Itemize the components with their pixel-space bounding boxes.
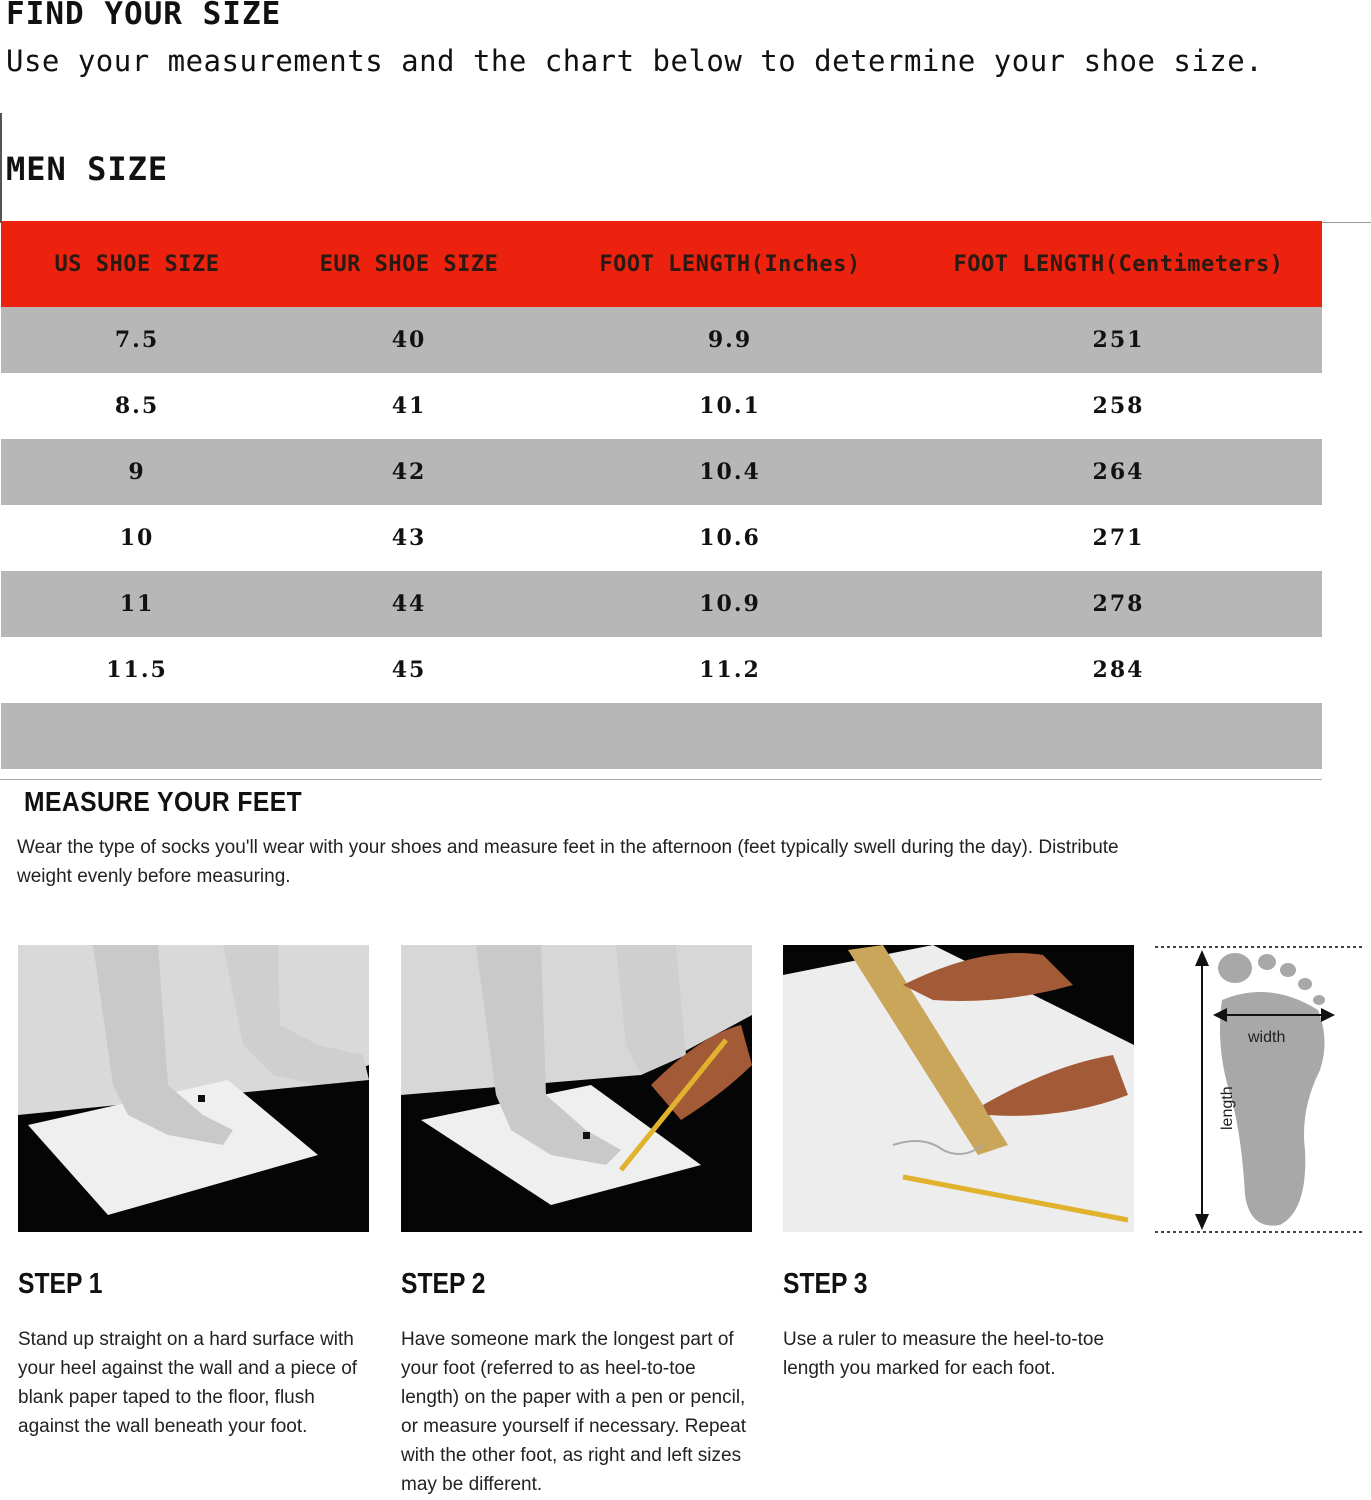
cell-length-inches (545, 703, 915, 769)
column-header-foot-length-inches: FOOT LENGTH(Inches) (545, 221, 915, 307)
page-subtitle: Use your measurements and the chart below to determine your shoe size. (6, 44, 1264, 78)
step-1-text: Stand up straight on a hard surface with your heel against the wall and a piece of blank paper taped to the floor, flush against the wall beneath your foot. (18, 1329, 358, 1437)
measure-description: Wear the type of socks you'll wear with your shoes and measure feet in the afternoon (feet typically swell during the day). Distribute weight evenly before measuring. (17, 837, 1119, 887)
column-header-eur-size: EUR SHOE SIZE (273, 221, 545, 307)
step-3-title: STEP 3 (783, 1268, 868, 1300)
column-header-us-size: US SHOE SIZE (1, 221, 273, 307)
cell-eur-size: 42 (273, 439, 545, 505)
table-header-row (1, 221, 1322, 307)
size-chart-table (1, 221, 1322, 769)
cell-length-cm: 271 (915, 505, 1322, 571)
table-row (1, 439, 1322, 505)
cell-eur-size: 40 (273, 307, 545, 373)
measure-title: MEASURE YOUR FEET (24, 786, 303, 817)
cell-length-cm: 258 (915, 373, 1322, 439)
cell-length-cm: 264 (915, 439, 1322, 505)
cell-us-size: 11 (1, 571, 273, 637)
step-2-photo (401, 945, 752, 1232)
cell-length-inches: 10.4 (545, 439, 915, 505)
cell-eur-size: 41 (273, 373, 545, 439)
cell-length-inches: 10.1 (545, 373, 915, 439)
step-1-title: STEP 1 (18, 1268, 103, 1300)
cell-length-cm: 278 (915, 571, 1322, 637)
length-label: length (1219, 1086, 1236, 1130)
step-3-text: Use a ruler to measure the heel-to-toe length you marked for each foot. (783, 1329, 1105, 1379)
cell-us-size (1, 703, 273, 769)
width-label: width (1248, 1029, 1286, 1046)
table-row-empty (1, 703, 1322, 769)
cell-us-size: 9 (1, 439, 273, 505)
cell-us-size: 10 (1, 505, 273, 571)
table-row (1, 307, 1322, 373)
cell-eur-size: 45 (273, 637, 545, 703)
step-1-photo (18, 945, 369, 1232)
step-2-title: STEP 2 (401, 1268, 486, 1300)
table-divider (0, 779, 1322, 780)
cell-length-cm: 284 (915, 637, 1322, 703)
step-3-photo (783, 945, 1134, 1232)
cell-eur-size: 43 (273, 505, 545, 571)
column-header-foot-length-cm: FOOT LENGTH(Centimeters) (915, 221, 1322, 307)
table-row (1, 637, 1322, 703)
cell-us-size: 7.5 (1, 307, 273, 373)
cell-length-cm: 251 (915, 307, 1322, 373)
table-row (1, 373, 1322, 439)
cell-length-cm (915, 703, 1322, 769)
cell-us-size: 8.5 (1, 373, 273, 439)
cell-us-size: 11.5 (1, 637, 273, 703)
cell-eur-size: 44 (273, 571, 545, 637)
men-size-frame (0, 113, 1371, 223)
page-title: FIND YOUR SIZE (6, 0, 282, 32)
step-2-text: Have someone mark the longest part of your foot (referred to as heel-to-toe length) on the paper with a pen or pencil, or measure yourself if necessary. Repeat with the other foot, as right and left sizes may be different. (401, 1329, 746, 1495)
cell-length-inches: 10.9 (545, 571, 915, 637)
table-row (1, 505, 1322, 571)
foot-measurement-diagram (1150, 940, 1368, 1240)
table-row (1, 571, 1322, 637)
cell-length-inches: 9.9 (545, 307, 915, 373)
men-size-title: MEN SIZE (6, 150, 169, 188)
cell-eur-size (273, 703, 545, 769)
cell-length-inches: 10.6 (545, 505, 915, 571)
cell-length-inches: 11.2 (545, 637, 915, 703)
